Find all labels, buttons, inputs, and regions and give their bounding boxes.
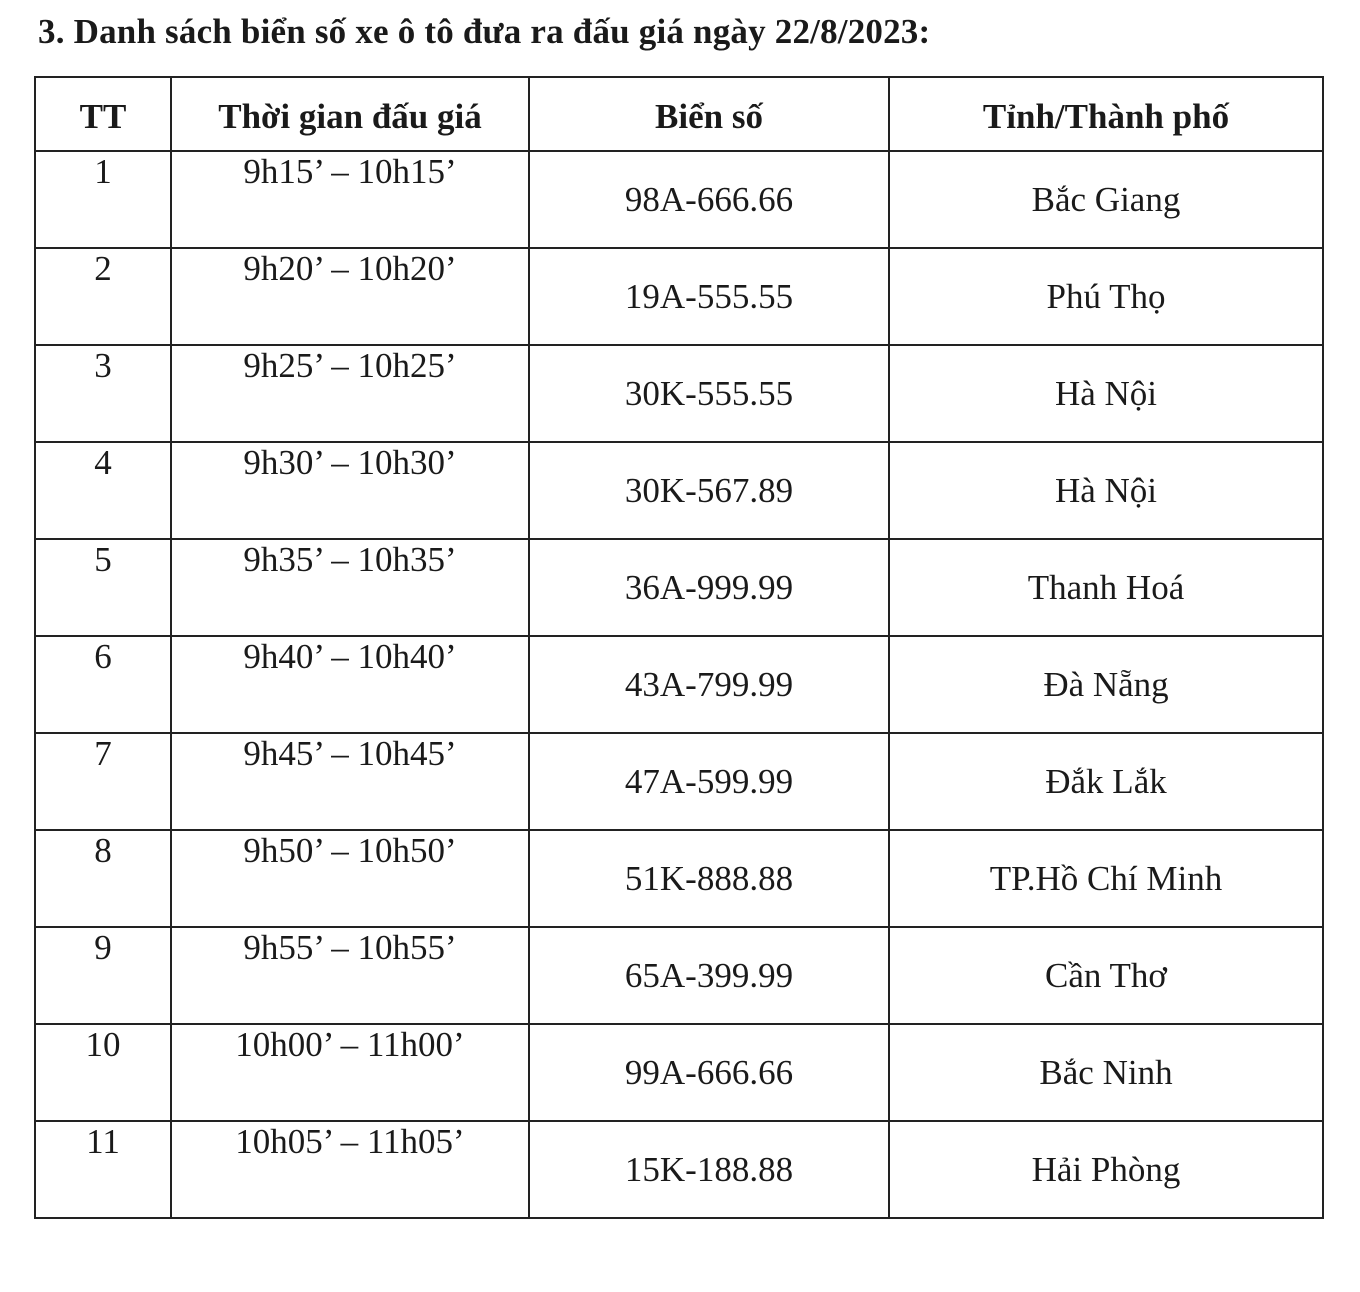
cell-auction-time: 9h40’ – 10h40’ <box>171 636 529 733</box>
cell-plate-number: 30K-555.55 <box>529 345 889 442</box>
cell-plate-number: 65A-399.99 <box>529 927 889 1024</box>
table-row <box>35 345 1323 442</box>
cell-plate-number: 43A-799.99 <box>529 636 889 733</box>
cell-plate-number: 36A-999.99 <box>529 539 889 636</box>
table-row <box>35 1121 1323 1218</box>
cell-tt: 3 <box>35 345 171 442</box>
cell-province: Đà Nẵng <box>889 636 1323 733</box>
cell-tt: 4 <box>35 442 171 539</box>
cell-province: Bắc Giang <box>889 151 1323 248</box>
document-heading: 3. Danh sách biển số xe ô tô đưa ra đấu giá ngày 22/8/2023: <box>38 12 931 51</box>
cell-auction-time: 10h05’ – 11h05’ <box>171 1121 529 1218</box>
cell-plate-number: 15K-188.88 <box>529 1121 889 1218</box>
cell-plate-number: 98A-666.66 <box>529 151 889 248</box>
table-row <box>35 151 1323 248</box>
table-row <box>35 830 1323 927</box>
cell-tt: 9 <box>35 927 171 1024</box>
table-row <box>35 1024 1323 1121</box>
table-row <box>35 539 1323 636</box>
cell-auction-time: 9h35’ – 10h35’ <box>171 539 529 636</box>
table-row <box>35 248 1323 345</box>
cell-province: Hải Phòng <box>889 1121 1323 1218</box>
header-tt: TT <box>35 77 171 151</box>
cell-tt: 11 <box>35 1121 171 1218</box>
table-body <box>35 151 1323 1218</box>
cell-auction-time: 9h15’ – 10h15’ <box>171 151 529 248</box>
table-row <box>35 442 1323 539</box>
cell-tt: 10 <box>35 1024 171 1121</box>
cell-plate-number: 51K-888.88 <box>529 830 889 927</box>
cell-plate-number: 47A-599.99 <box>529 733 889 830</box>
cell-province: Phú Thọ <box>889 248 1323 345</box>
cell-auction-time: 9h25’ – 10h25’ <box>171 345 529 442</box>
cell-province: TP.Hồ Chí Minh <box>889 830 1323 927</box>
cell-tt: 7 <box>35 733 171 830</box>
cell-auction-time: 9h30’ – 10h30’ <box>171 442 529 539</box>
cell-auction-time: 10h00’ – 11h00’ <box>171 1024 529 1121</box>
header-row <box>35 77 1323 151</box>
cell-tt: 2 <box>35 248 171 345</box>
cell-province: Thanh Hoá <box>889 539 1323 636</box>
cell-tt: 1 <box>35 151 171 248</box>
header-plate-number: Biển số <box>529 77 889 151</box>
cell-tt: 5 <box>35 539 171 636</box>
cell-auction-time: 9h55’ – 10h55’ <box>171 927 529 1024</box>
cell-plate-number: 99A-666.66 <box>529 1024 889 1121</box>
cell-auction-time: 9h20’ – 10h20’ <box>171 248 529 345</box>
table-row <box>35 733 1323 830</box>
header-auction-time: Thời gian đấu giá <box>171 77 529 151</box>
auction-plate-table <box>34 76 1324 1219</box>
cell-plate-number: 30K-567.89 <box>529 442 889 539</box>
cell-tt: 6 <box>35 636 171 733</box>
cell-province: Hà Nội <box>889 345 1323 442</box>
table-header <box>35 77 1323 151</box>
header-province: Tỉnh/Thành phố <box>889 77 1323 151</box>
cell-auction-time: 9h50’ – 10h50’ <box>171 830 529 927</box>
table-row <box>35 927 1323 1024</box>
cell-tt: 8 <box>35 830 171 927</box>
cell-province: Bắc Ninh <box>889 1024 1323 1121</box>
cell-province: Cần Thơ <box>889 927 1323 1024</box>
table-row <box>35 636 1323 733</box>
cell-plate-number: 19A-555.55 <box>529 248 889 345</box>
cell-province: Đắk Lắk <box>889 733 1323 830</box>
cell-province: Hà Nội <box>889 442 1323 539</box>
cell-auction-time: 9h45’ – 10h45’ <box>171 733 529 830</box>
